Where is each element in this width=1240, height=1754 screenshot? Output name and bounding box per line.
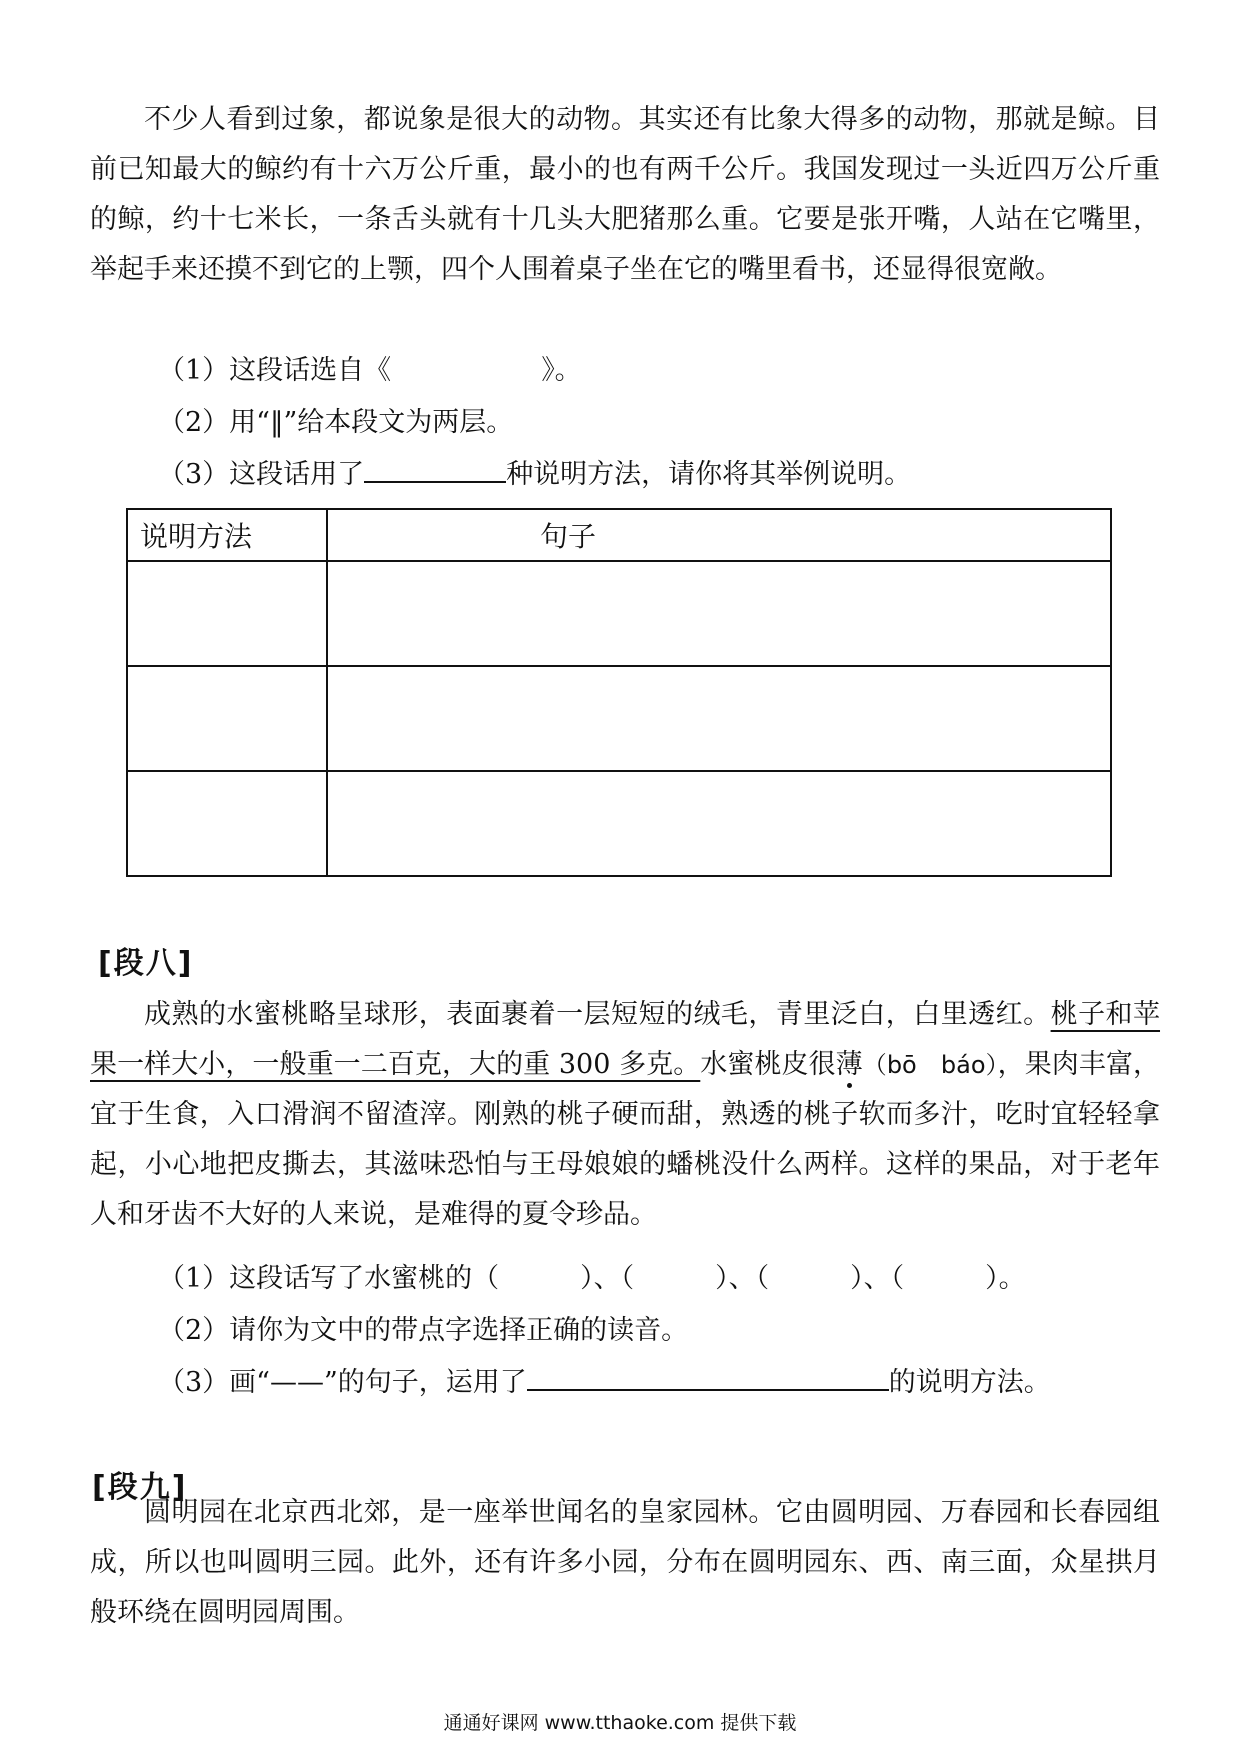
explanation-methods-table [126,508,1112,877]
table-cell-sentence[interactable] [327,561,1111,666]
table-row [127,666,1111,771]
table-cell-method[interactable] [127,666,327,771]
section8-heading: [段八] [98,946,194,981]
passage-section9: 圆明园在北京西北郊，是一座举世闻名的皇家园林。它由圆明园、万春园和长春园组成，所以也叫圆明三园。此外，还有许多小园，分布在圆明园东、西、南三面，众星拱月般环绕在圆明园周围。 [90,1497,1160,1628]
passage-8-part1: 成熟的水蜜桃略呈球形，表面裹着一层短短的绒毛，青里泛白，白里透红。 [144,999,1051,1030]
table-header-sentence: 句子 [327,509,1111,561]
dotted-character: 薄 [835,1049,863,1080]
question-7-3-prefix: （3）这段话用了 [158,459,365,490]
table-row [127,771,1111,876]
question-7-1-suffix: 》。 [541,355,582,386]
question-7-3-suffix: 种说明方法，请你将其举例说明。 [506,459,912,490]
question-8-3-prefix: （3）画“——”的句子，运用了 [158,1367,527,1398]
question-8-2: （2）请你为文中的带点字选择正确的读音。 [158,1315,689,1346]
section9-heading: [段九] [92,1470,188,1505]
table-row [127,561,1111,666]
table-header-row [127,509,1111,561]
passage-8-part2: 水蜜桃皮很 [700,1049,836,1080]
question-7-1 [158,351,582,391]
passage-section8 [90,990,1160,1240]
question-7-1-prefix: （1）这段话选自《 [158,355,392,386]
question-8-1: （1）这段话写了水蜜桃的（ ）、（ ）、（ ）、（ ）。 [158,1263,1026,1294]
table-cell-method[interactable] [127,771,327,876]
question-7-2: （2）用“‖”给本段文为两层。 [158,407,514,438]
question-8-3-suffix: 的说明方法。 [888,1367,1051,1398]
pinyin-options: （bō báo） [862,1051,998,1079]
passage-section7: 不少人看到过象，都说象是很大的动物。其实还有比象大得多的动物，那就是鲸。目前已知最大的鲸约有十六万公斤重，最小的也有两千公斤。我国发现过一头近四万公斤重的鲸，约十七米长，一条舌头就有十几头大肥猪那么重。它要是张开嘴，人站在它嘴里，举起手来还摸不到它的上颚，四个人围着桌子坐在它的嘴里看书，还显得很宽敞。 [90,104,1160,285]
passage-8-part3: ，果肉丰富，宜于生食，入口滑润不留渣滓。刚熟的桃子硬而甜，熟透的桃子软而多汁，吃时宜轻轻拿起，小心地把皮撕去，其滋味恐怕与王母娘娘的蟠桃没什么两样。这样的果品，对于老年人和牙齿不大好的人来说，是难得的夏令珍品。 [90,1049,1161,1230]
table-header-method: 说明方法 [127,509,327,561]
underlined-sentence: 桃子和苹果一样大小，一般重一二百克，大的重 300 多克。 [90,999,1161,1080]
table-cell-sentence[interactable] [327,771,1111,876]
question-8-3 [158,1363,1051,1403]
table-cell-method[interactable] [127,561,327,666]
answer-blank-8-3[interactable] [527,1365,889,1391]
answer-blank-7-3[interactable] [364,457,506,483]
question-7-3 [158,455,911,495]
table-cell-sentence[interactable] [327,666,1111,771]
page-footer: 通通好课网 www.tthaoke.com 提供下载 [443,1712,797,1734]
